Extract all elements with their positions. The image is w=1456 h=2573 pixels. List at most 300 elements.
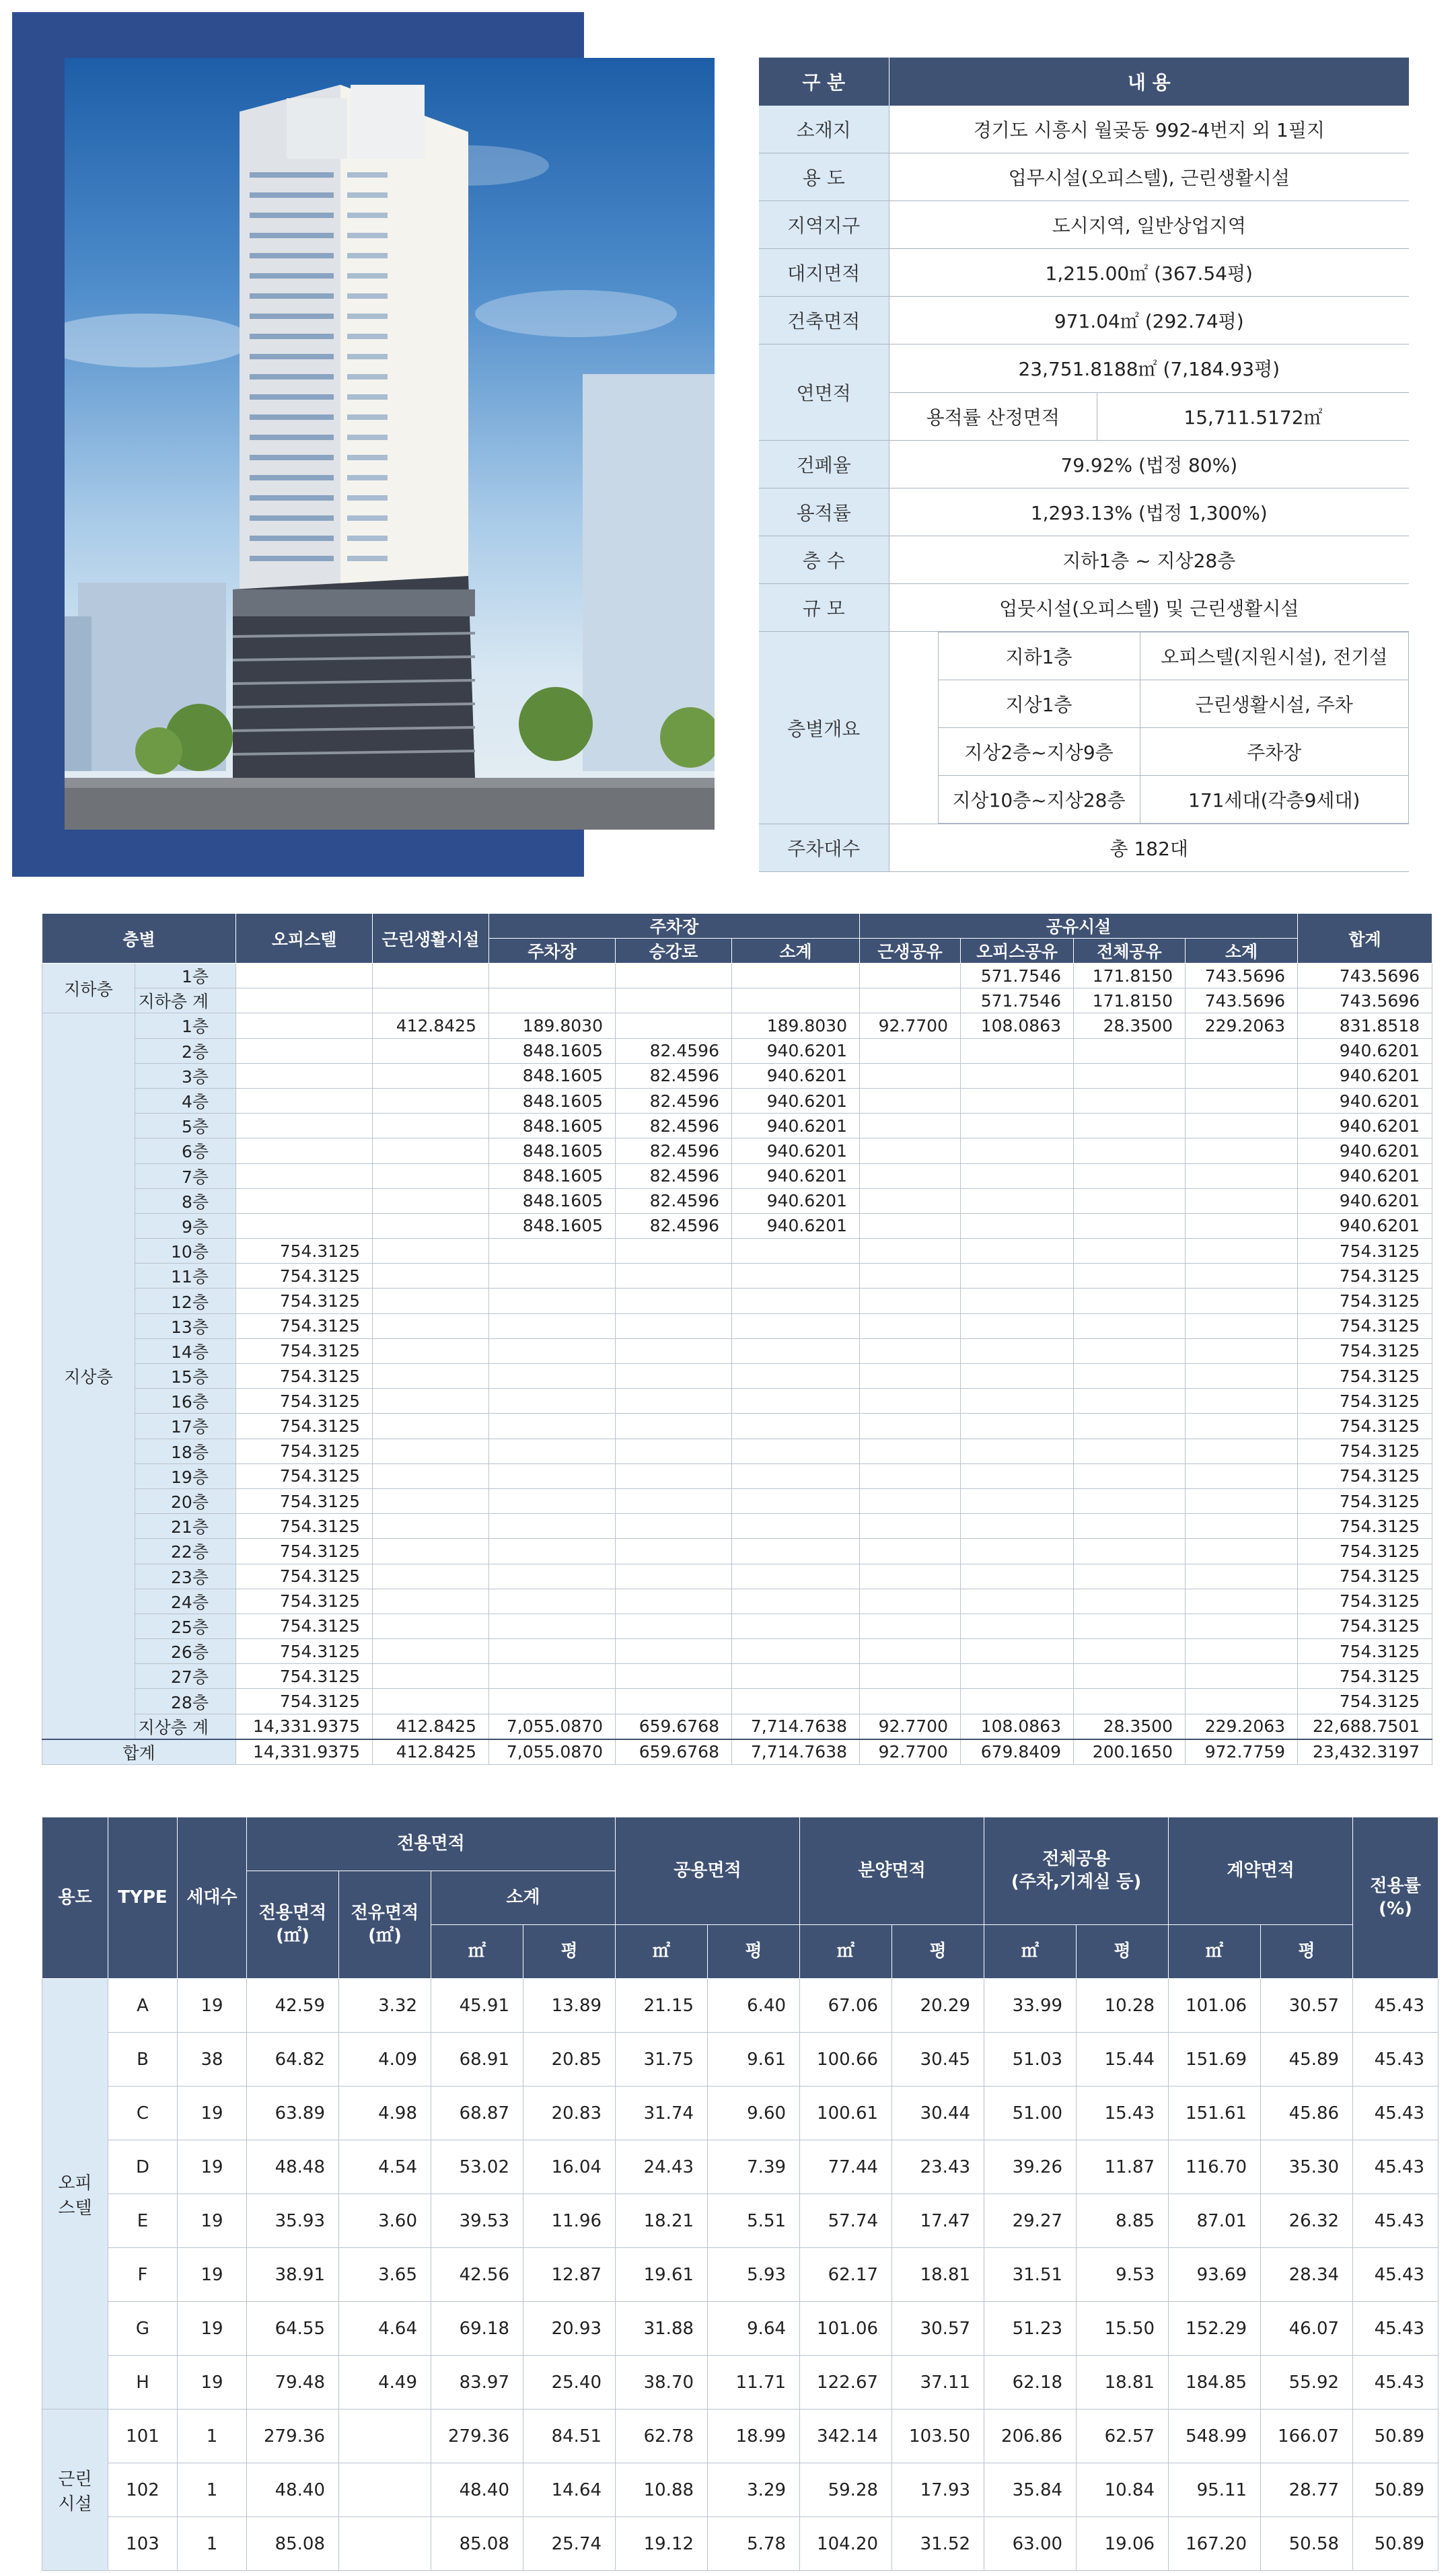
table-cell — [616, 1539, 732, 1564]
table-cell: 754.3125 — [236, 1389, 373, 1414]
table-cell — [961, 1414, 1074, 1439]
table-cell — [1074, 1439, 1186, 1463]
table-cell — [1074, 1514, 1186, 1539]
table-cell — [1074, 1564, 1186, 1589]
table-cell: 4.09 — [339, 2033, 431, 2087]
table-cell — [489, 1338, 616, 1363]
table-cell: 940.6201 — [732, 1038, 860, 1063]
table-cell — [373, 1463, 489, 1488]
table-cell: 754.3125 — [236, 1264, 373, 1289]
table-cell: 10.84 — [1077, 2463, 1169, 2517]
table-cell: 50.89 — [1353, 2463, 1439, 2517]
table-cell: 28.3500 — [1074, 1013, 1186, 1038]
table-cell — [373, 1063, 489, 1088]
table-cell — [961, 1439, 1074, 1463]
type-label: F — [108, 2248, 178, 2302]
table-cell: 754.3125 — [236, 1239, 373, 1264]
table-cell: 848.1605 — [489, 1138, 616, 1163]
table-cell: 108.0863 — [961, 1013, 1074, 1038]
table-cell: 743.5696 — [1186, 964, 1298, 988]
table-cell: 754.3125 — [1298, 1364, 1432, 1389]
table-cell: 754.3125 — [1298, 1514, 1432, 1539]
table-cell — [373, 964, 489, 988]
table-cell — [373, 1689, 489, 1714]
table-cell — [961, 1564, 1074, 1589]
table-cell — [860, 1163, 961, 1188]
table-cell — [860, 1364, 961, 1389]
table-cell: 42.59 — [247, 1979, 339, 2033]
header-shared-subtotal: 소계 — [1186, 939, 1298, 964]
table-cell — [732, 1514, 860, 1539]
type-label: H — [108, 2356, 178, 2409]
table-cell: 9.61 — [708, 2033, 800, 2087]
table-cell — [860, 1063, 961, 1088]
table-cell — [373, 1439, 489, 1463]
table-cell — [732, 1439, 860, 1463]
table-cell: 64.55 — [247, 2302, 339, 2356]
table-cell: 848.1605 — [489, 1038, 616, 1063]
table-cell — [732, 1539, 860, 1564]
table-cell: 171.8150 — [1074, 964, 1186, 988]
table-cell — [1186, 1088, 1298, 1113]
table-cell: 19 — [178, 2302, 247, 2356]
floor-label: 2층 — [135, 1038, 236, 1063]
floor-label: 26층 — [135, 1639, 236, 1664]
table-cell — [236, 988, 373, 1013]
table-cell — [961, 1188, 1074, 1213]
table-cell: 754.3125 — [1298, 1289, 1432, 1313]
table-cell — [1074, 1414, 1186, 1439]
table-cell — [616, 1689, 732, 1714]
floor-label: 1층 — [135, 964, 236, 988]
floor-label: 18층 — [135, 1439, 236, 1463]
table-cell: 754.3125 — [1298, 1564, 1432, 1589]
floor-label: 10층 — [135, 1239, 236, 1264]
table-cell: 31.75 — [616, 2033, 708, 2087]
table-cell: 48.40 — [431, 2463, 523, 2517]
table-cell — [373, 1088, 489, 1113]
table-cell — [732, 1639, 860, 1664]
floor-label: 27층 — [135, 1664, 236, 1689]
table-cell — [373, 1239, 489, 1264]
table-cell — [1186, 1539, 1298, 1564]
table-cell: 4.54 — [339, 2140, 431, 2194]
table-cell — [489, 1414, 616, 1439]
table-cell: 18.21 — [616, 2194, 708, 2248]
total-row — [42, 1739, 1432, 1765]
table-cell: 754.3125 — [236, 1313, 373, 1338]
table-cell: 45.43 — [1353, 2033, 1439, 2087]
table-cell — [616, 1313, 732, 1338]
table-cell — [961, 1239, 1074, 1264]
table-cell — [373, 1188, 489, 1213]
table-cell — [1186, 1564, 1298, 1589]
table-cell: 754.3125 — [236, 1364, 373, 1389]
table-cell — [616, 1664, 732, 1689]
table-cell — [616, 1614, 732, 1638]
table-cell: 754.3125 — [1298, 1239, 1432, 1264]
table-cell: 940.6201 — [732, 1138, 860, 1163]
header-unit-m2: ㎡ — [984, 1925, 1077, 1979]
table-row — [42, 1564, 1432, 1589]
table-cell: 35.93 — [247, 2194, 339, 2248]
table-cell: 12.87 — [523, 2248, 616, 2302]
use-group-label: 오피 스텔 — [42, 1979, 108, 2409]
table-cell — [1186, 1138, 1298, 1163]
table-cell: 19.61 — [616, 2248, 708, 2302]
table-cell — [732, 1338, 860, 1363]
header-unit-m2: ㎡ — [1169, 1925, 1261, 1979]
floor-label: 1층 — [135, 1013, 236, 1038]
table-row — [42, 2409, 1439, 2463]
table-cell — [616, 1589, 732, 1614]
table-cell: 62.57 — [1077, 2409, 1169, 2463]
table-row — [42, 1138, 1432, 1163]
table-cell — [1074, 1038, 1186, 1063]
table-cell: 940.6201 — [732, 1114, 860, 1138]
table-cell — [1186, 1689, 1298, 1714]
header-exclusive: 전용면적 — [247, 1817, 616, 1871]
table-cell — [860, 1114, 961, 1138]
table-cell: 85.08 — [431, 2517, 523, 2571]
type-label: G — [108, 2302, 178, 2356]
floor-label: 28층 — [135, 1689, 236, 1714]
table-cell — [860, 1213, 961, 1238]
table-cell: 754.3125 — [1298, 1439, 1432, 1463]
table-cell — [236, 1088, 373, 1113]
table-row — [42, 1213, 1432, 1238]
table-cell: 972.7759 — [1186, 1739, 1298, 1765]
table-cell: 940.6201 — [1298, 1114, 1432, 1138]
table-cell: 51.03 — [984, 2033, 1077, 2087]
table-cell: 19 — [178, 2194, 247, 2248]
unit-type-body — [42, 1979, 1439, 2571]
table-cell — [1186, 1188, 1298, 1213]
floor-label: 11층 — [135, 1264, 236, 1289]
table-cell — [373, 988, 489, 1013]
table-cell — [236, 1163, 373, 1188]
table-cell: 82.4596 — [616, 1114, 732, 1138]
table-cell: 18.81 — [892, 2248, 984, 2302]
table-cell — [373, 1038, 489, 1063]
table-cell: 15.50 — [1077, 2302, 1169, 2356]
table-cell: 39.26 — [984, 2140, 1077, 2194]
table-cell: 848.1605 — [489, 1188, 616, 1213]
table-cell: 940.6201 — [1298, 1088, 1432, 1113]
table-cell — [616, 1514, 732, 1539]
table-row — [42, 1088, 1432, 1113]
table-cell — [860, 1514, 961, 1539]
table-cell — [373, 1213, 489, 1238]
table-cell: 29.27 — [984, 2194, 1077, 2248]
table-row — [42, 2463, 1439, 2517]
table-cell: 62.78 — [616, 2409, 708, 2463]
table-cell — [1074, 1063, 1186, 1088]
table-cell — [1074, 1114, 1186, 1138]
table-cell: 743.5696 — [1298, 988, 1432, 1013]
table-cell: 45.86 — [1261, 2087, 1353, 2140]
table-cell: 571.7546 — [961, 964, 1074, 988]
table-cell: 63.00 — [984, 2517, 1077, 2571]
table-cell — [339, 2409, 431, 2463]
table-row — [42, 1063, 1432, 1088]
table-row — [42, 1439, 1432, 1463]
table-cell — [961, 1063, 1074, 1088]
floor-label: 지하층 계 — [135, 988, 236, 1013]
table-cell — [236, 1063, 373, 1088]
table-cell — [1074, 1338, 1186, 1363]
table-cell: 754.3125 — [1298, 1264, 1432, 1289]
table-cell — [1074, 1313, 1186, 1338]
table-cell — [1074, 1188, 1186, 1213]
table-cell — [616, 1289, 732, 1313]
table-cell — [616, 1364, 732, 1389]
floor-table-body — [42, 964, 1432, 1765]
table-cell: 30.44 — [892, 2087, 984, 2140]
table-cell: 11.71 — [708, 2356, 800, 2409]
table-cell — [489, 1389, 616, 1414]
table-row — [42, 2140, 1439, 2194]
table-cell: 754.3125 — [1298, 1664, 1432, 1689]
header-parking-subtotal: 소계 — [732, 939, 860, 964]
table-cell: 754.3125 — [236, 1463, 373, 1488]
table-cell — [961, 1338, 1074, 1363]
table-cell: 679.8409 — [961, 1739, 1074, 1765]
floor-label: 25층 — [135, 1614, 236, 1638]
table-cell — [489, 1539, 616, 1564]
table-cell: 754.3125 — [236, 1689, 373, 1714]
table-cell: 13.89 — [523, 1979, 616, 2033]
table-cell: 68.91 — [431, 2033, 523, 2087]
table-cell — [961, 1589, 1074, 1614]
table-cell — [1074, 1614, 1186, 1638]
table-cell: 754.3125 — [1298, 1589, 1432, 1614]
table-cell — [961, 1114, 1074, 1138]
header-total: 합계 — [1298, 914, 1432, 964]
table-cell: 229.2063 — [1186, 1714, 1298, 1739]
header-unit-pyeong: 평 — [1077, 1925, 1169, 1979]
table-cell — [1074, 1088, 1186, 1113]
table-cell: 21.15 — [616, 1979, 708, 2033]
table-cell: 940.6201 — [1298, 1188, 1432, 1213]
table-cell — [1186, 1289, 1298, 1313]
header-shared-all: 전체공용 (주차,기계실 등) — [984, 1817, 1169, 1925]
table-cell — [1074, 1239, 1186, 1264]
table-cell: 9.60 — [708, 2087, 800, 2140]
header-sale: 분양면적 — [800, 1817, 984, 1925]
table-cell: 63.89 — [247, 2087, 339, 2140]
table-cell: 848.1605 — [489, 1063, 616, 1088]
table-cell: 64.82 — [247, 2033, 339, 2087]
table-cell — [236, 1013, 373, 1038]
table-cell: 28.77 — [1261, 2463, 1353, 2517]
table-cell: 4.64 — [339, 2302, 431, 2356]
table-cell: 7,714.7638 — [732, 1714, 860, 1739]
table-cell — [373, 1163, 489, 1188]
table-cell: 82.4596 — [616, 1063, 732, 1088]
header-shared: 공유시설 — [860, 914, 1298, 939]
table-cell — [1186, 1313, 1298, 1338]
table-cell: 95.11 — [1169, 2463, 1261, 2517]
table-cell: 206.86 — [984, 2409, 1077, 2463]
table-row — [42, 2517, 1439, 2571]
table-cell: 22,688.7501 — [1298, 1714, 1432, 1739]
table-row — [42, 1289, 1432, 1313]
floor-label: 24층 — [135, 1589, 236, 1614]
table-cell: 754.3125 — [1298, 1689, 1432, 1714]
table-cell: 45.89 — [1261, 2033, 1353, 2087]
table-cell: 754.3125 — [1298, 1338, 1432, 1363]
table-row — [42, 1313, 1432, 1338]
header-excl-area: 전용면적 (㎡) — [247, 1871, 339, 1979]
table-cell — [732, 1614, 860, 1638]
table-cell — [373, 1138, 489, 1163]
table-cell: 754.3125 — [236, 1639, 373, 1664]
floor-label: 7층 — [135, 1163, 236, 1188]
table-cell: 23,432.3197 — [1298, 1739, 1432, 1765]
table-cell: 754.3125 — [236, 1414, 373, 1439]
table-cell — [961, 1514, 1074, 1539]
table-cell — [860, 1264, 961, 1289]
table-cell: 67.06 — [800, 1979, 892, 2033]
table-cell: 940.6201 — [1298, 1163, 1432, 1188]
table-cell: 152.29 — [1169, 2302, 1261, 2356]
table-cell — [1186, 1114, 1298, 1138]
table-cell — [860, 1488, 961, 1513]
floor-area-table — [42, 913, 1432, 1765]
table-cell: 82.4596 — [616, 1163, 732, 1188]
table-cell — [1074, 1264, 1186, 1289]
floor-label: 8층 — [135, 1188, 236, 1213]
table-cell: 31.74 — [616, 2087, 708, 2140]
overview-row-location: 소재지 경기도 시흥시 월곶동 992-4번지 외 1필지 — [759, 106, 1409, 153]
table-cell — [732, 1488, 860, 1513]
table-cell — [1186, 1163, 1298, 1188]
table-cell: 37.11 — [892, 2356, 984, 2409]
table-cell — [373, 1539, 489, 1564]
table-cell — [489, 1689, 616, 1714]
table-cell — [860, 1463, 961, 1488]
table-cell — [616, 1414, 732, 1439]
table-cell — [1186, 1239, 1298, 1264]
table-cell — [616, 1463, 732, 1488]
table-cell — [860, 1664, 961, 1689]
type-label: D — [108, 2140, 178, 2194]
table-cell — [961, 1313, 1074, 1338]
overview-row-site-area: 대지면적 1,215.00㎡ (367.54평) — [759, 249, 1409, 297]
header-unit-m2: ㎡ — [431, 1925, 523, 1979]
table-cell — [1074, 1639, 1186, 1664]
table-cell: 848.1605 — [489, 1213, 616, 1238]
table-cell: 28.34 — [1261, 2248, 1353, 2302]
table-cell: 19 — [178, 2248, 247, 2302]
table-cell — [616, 1013, 732, 1038]
table-cell — [616, 1639, 732, 1664]
table-row — [42, 1639, 1432, 1664]
table-cell — [236, 964, 373, 988]
header-unit-pyeong: 평 — [892, 1925, 984, 1979]
table-cell — [961, 1213, 1074, 1238]
table-cell — [732, 1289, 860, 1313]
header-officetel: 오피스텔 — [236, 914, 373, 964]
table-cell: 10.28 — [1077, 1979, 1169, 2033]
table-cell: 754.3125 — [1298, 1614, 1432, 1638]
basement-group-label: 지하층 — [42, 964, 135, 1013]
table-cell — [1074, 1138, 1186, 1163]
table-cell: 45.43 — [1353, 1979, 1439, 2033]
table-cell — [489, 1463, 616, 1488]
table-cell: 45.43 — [1353, 2087, 1439, 2140]
table-cell: 55.92 — [1261, 2356, 1353, 2409]
table-cell: 48.48 — [247, 2140, 339, 2194]
table-cell — [860, 1038, 961, 1063]
table-cell: 62.17 — [800, 2248, 892, 2302]
table-cell — [961, 1614, 1074, 1638]
table-cell: 19 — [178, 2140, 247, 2194]
table-cell: 754.3125 — [1298, 1389, 1432, 1414]
table-cell — [616, 1439, 732, 1463]
table-cell: 659.6768 — [616, 1714, 732, 1739]
table-cell: 754.3125 — [236, 1289, 373, 1313]
table-cell: 35.84 — [984, 2463, 1077, 2517]
table-cell — [373, 1514, 489, 1539]
table-cell: 25.40 — [523, 2356, 616, 2409]
header-office-shared: 오피스공유 — [961, 939, 1074, 964]
header-excl-own: 전유면적 (㎡) — [339, 1871, 431, 1979]
table-cell: 848.1605 — [489, 1163, 616, 1188]
table-cell — [373, 1564, 489, 1589]
table-cell: 342.14 — [800, 2409, 892, 2463]
table-cell — [860, 1289, 961, 1313]
table-cell: 59.28 — [800, 2463, 892, 2517]
table-cell: 104.20 — [800, 2517, 892, 2571]
table-cell: 743.5696 — [1186, 988, 1298, 1013]
table-cell — [860, 1188, 961, 1213]
header-use: 용도 — [42, 1817, 108, 1979]
floor-label: 4층 — [135, 1088, 236, 1113]
table-cell — [1074, 1289, 1186, 1313]
table-cell: 38 — [178, 2033, 247, 2087]
table-cell — [860, 1589, 961, 1614]
table-cell — [961, 1639, 1074, 1664]
table-cell — [489, 1589, 616, 1614]
table-cell: 38.70 — [616, 2356, 708, 2409]
table-cell: 82.4596 — [616, 1038, 732, 1063]
table-cell: 1 — [178, 2463, 247, 2517]
table-cell: 30.57 — [892, 2302, 984, 2356]
table-cell: 151.69 — [1169, 2033, 1261, 2087]
table-cell — [236, 1188, 373, 1213]
table-cell — [616, 1239, 732, 1264]
table-cell: 79.48 — [247, 2356, 339, 2409]
table-cell — [961, 1289, 1074, 1313]
table-cell — [489, 1639, 616, 1664]
table-cell — [489, 1264, 616, 1289]
table-cell — [373, 1264, 489, 1289]
table-cell — [1186, 1639, 1298, 1664]
table-cell: 9.53 — [1077, 2248, 1169, 2302]
table-cell — [236, 1138, 373, 1163]
table-cell: 20.93 — [523, 2302, 616, 2356]
table-cell — [489, 1488, 616, 1513]
table-cell — [1074, 1589, 1186, 1614]
table-cell — [373, 1114, 489, 1138]
table-cell — [961, 1038, 1074, 1063]
type-label: B — [108, 2033, 178, 2087]
table-cell: 53.02 — [431, 2140, 523, 2194]
table-cell: 8.85 — [1077, 2194, 1169, 2248]
table-cell: 184.85 — [1169, 2356, 1261, 2409]
